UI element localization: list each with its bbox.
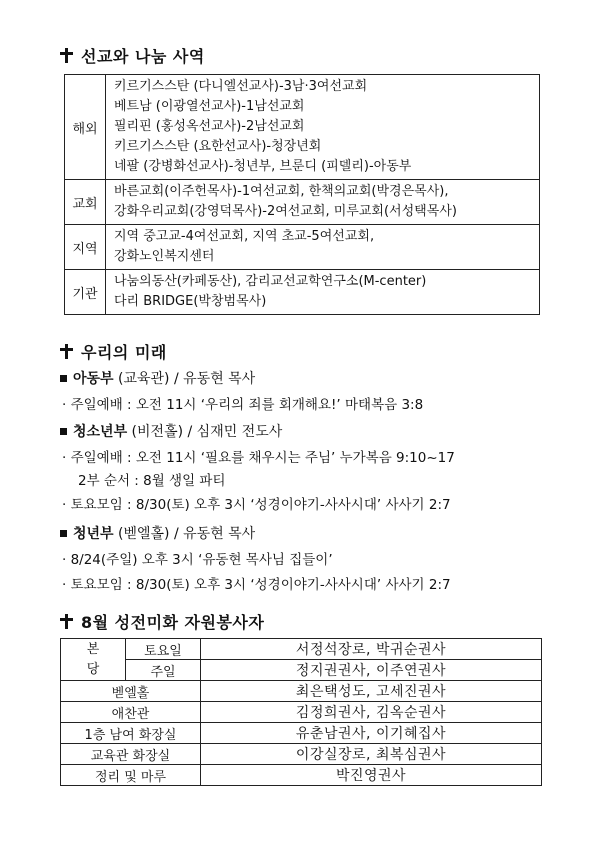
table-row (61, 765, 542, 786)
children-line: · 주일예배 : 오전 11시 ‘우리의 죄를 회개해요!’ 마태복음 3:8 (62, 397, 424, 413)
place-cell: 벧엘홀 (61, 681, 201, 702)
dept-name: 아동부 (73, 371, 114, 387)
dept-detail: (비전홀) / 심재민 전도사 (127, 424, 283, 440)
mission-row-church (65, 180, 540, 225)
mission-line: 키르기스스탄 (요한선교사)-청장년회 (114, 139, 322, 154)
mission-line: 바른교회(이주헌목사)-1여선교회, 한책의교회(박경은목사), (114, 184, 449, 199)
mission-line: 다리 BRIDGE(박창범목사) (114, 294, 267, 309)
volunteers-title-text: 8월 성전미화 자원봉사자 (81, 613, 265, 632)
table-row (61, 702, 542, 723)
future-title-text: 우리의 미래 (81, 343, 167, 362)
mission-row-overseas (65, 75, 540, 180)
names-cell: 서정석장로, 박귀순권사 (201, 639, 542, 660)
mission-section-title (60, 44, 205, 67)
day-cell: 주일 (126, 660, 201, 681)
place-cell: 정리 및 마루 (61, 765, 201, 786)
mission-row-label: 지역 (65, 225, 106, 270)
mission-line: 베트남 (이광열선교사)-1남선교회 (114, 99, 305, 114)
mission-line: 나눔의동산(카페동산), 감리교선교학연구소(M-center) (114, 274, 427, 289)
youth-line: · 토요모임 : 8/30(토) 오후 3시 ‘성경이야기-사사시대’ 사사기 2:7 (62, 497, 451, 513)
mission-line: 키르기스스탄 (다니엘선교사)-3남·3여선교회 (114, 79, 368, 94)
cross-icon (60, 344, 73, 359)
children-dept-heading (60, 368, 255, 388)
mission-row-content (106, 180, 540, 225)
mission-line: 필리핀 (홍성옥선교사)-2남선교회 (114, 119, 305, 134)
mission-row-label: 해외 (65, 75, 106, 180)
youth-line: 2부 순서 : 8월 생일 파티 (78, 473, 226, 489)
dept-detail: (교육관) / 유동현 목사 (113, 371, 256, 387)
table-row (61, 681, 542, 702)
mission-row-label: 교회 (65, 180, 106, 225)
main-hall-label (61, 639, 126, 681)
dept-name: 청소년부 (73, 424, 128, 440)
mission-row-label: 기관 (65, 270, 106, 315)
names-cell: 유춘남권사, 이기혜집사 (201, 723, 542, 744)
mission-row-content (106, 75, 540, 180)
place-cell: 애찬관 (61, 702, 201, 723)
names-cell: 최은택성도, 고세진권사 (201, 681, 542, 702)
mission-line: 강화우리교회(강영덕목사)-2여선교회, 미루교회(서성택목사) (114, 204, 457, 219)
table-row (61, 660, 542, 681)
young-adult-dept-heading (60, 523, 255, 543)
names-cell: 이강실장로, 최복심권사 (201, 744, 542, 765)
names-cell: 박진영권사 (201, 765, 542, 786)
names-cell: 정지권권사, 이주연권사 (201, 660, 542, 681)
youth-dept-heading (60, 421, 282, 441)
future-section-title (60, 340, 167, 363)
mission-row-region (65, 225, 540, 270)
mission-line: 네팔 (강병화선교사)-청년부, 브룬디 (피델리)-아동부 (114, 159, 412, 174)
cross-icon (60, 48, 73, 63)
mission-row-institution (65, 270, 540, 315)
square-bullet-icon (60, 428, 67, 435)
main-hall-label-line: 당 (86, 661, 100, 677)
mission-line: 강화노인복지센터 (114, 249, 215, 264)
youth-line: · 주일예배 : 오전 11시 ‘필요를 채우시는 주님’ 누가복음 9:10~17 (62, 450, 455, 466)
cross-icon (60, 614, 73, 629)
main-hall-label-line: 본 (86, 641, 100, 657)
mission-line: 지역 중고교-4여선교회, 지역 초교-5여선교회, (114, 229, 375, 244)
square-bullet-icon (60, 375, 67, 382)
table-row (61, 744, 542, 765)
place-cell: 1층 남여 화장실 (61, 723, 201, 744)
day-cell: 토요일 (126, 639, 201, 660)
table-row (61, 639, 542, 660)
names-cell: 김정희권사, 김옥순권사 (201, 702, 542, 723)
mission-row-content (106, 270, 540, 315)
young-adult-line: · 토요모임 : 8/30(토) 오후 3시 ‘성경이야기-사사시대’ 사사기 2:7 (62, 577, 451, 593)
dept-detail: (벧엘홀) / 유동현 목사 (113, 526, 256, 542)
mission-row-content (106, 225, 540, 270)
square-bullet-icon (60, 530, 67, 537)
mission-title-text: 선교와 나눔 사역 (81, 47, 205, 66)
dept-name: 청년부 (73, 526, 114, 542)
place-cell: 교육관 화장실 (61, 744, 201, 765)
young-adult-line: · 8/24(주일) 오후 3시 ‘유동현 목사님 집들이’ (62, 552, 333, 568)
volunteers-section-title (60, 610, 264, 633)
table-row (61, 723, 542, 744)
volunteer-table (60, 638, 542, 786)
mission-table (64, 74, 540, 315)
